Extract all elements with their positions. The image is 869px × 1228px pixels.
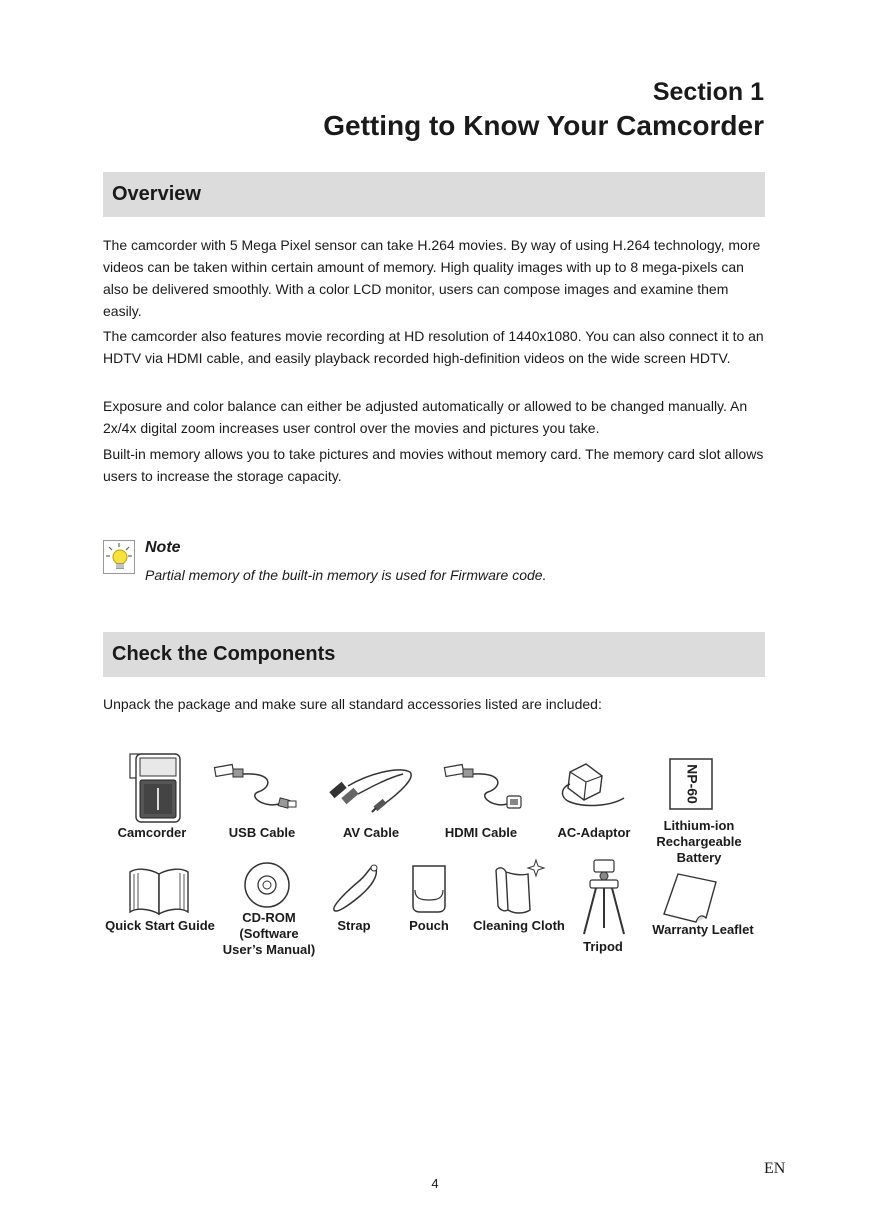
battery-marking: NP-60 — [684, 764, 701, 804]
note-title: Note — [145, 539, 181, 556]
component-label-strap: Strap — [337, 918, 371, 933]
pouch-icon — [410, 864, 448, 914]
overview-heading: Overview — [112, 183, 201, 205]
section-number: Section 1 — [652, 78, 764, 106]
note-body: Partial memory of the built-in memory is used for Firmware code. — [145, 567, 547, 583]
component-label-camcorder: Camcorder — [117, 825, 187, 840]
overview-paragraph-4: Built-in memory allows you to take pictures and movies without memory card. The memory card slot allows users to increase the storage capacity. — [103, 446, 764, 484]
cleaning-cloth-icon — [490, 858, 548, 916]
warranty-leaflet-icon — [662, 872, 718, 924]
overview-banner — [103, 172, 765, 217]
component-label-cleaning-cloth: Cleaning Cloth — [473, 918, 565, 933]
component-label-cd-rom: CD-ROM (Software User’s Manual) — [222, 910, 316, 957]
components-intro: Unpack the package and make sure all standard accessories listed are included: — [103, 696, 602, 712]
components-heading: Check the Components — [112, 643, 336, 665]
strap-icon — [330, 862, 382, 918]
component-label-quick-start-guide: Quick Start Guide — [105, 918, 215, 933]
usb-cable-icon — [213, 762, 298, 814]
component-label-pouch: Pouch — [409, 918, 449, 933]
book-icon — [128, 866, 190, 916]
section-title: Getting to Know Your Camcorder — [323, 110, 764, 141]
lightbulb-icon — [103, 540, 135, 574]
language-marker: EN — [764, 1160, 786, 1177]
hdmi-cable-icon — [443, 762, 528, 814]
cd-rom-icon — [243, 861, 291, 909]
component-label-warranty-leaflet: Warranty Leaflet — [652, 922, 754, 937]
battery-icon — [668, 757, 714, 811]
component-label-tripod: Tripod — [583, 939, 623, 954]
tripod-icon — [580, 858, 628, 938]
component-label-hdmi-cable: HDMI Cable — [444, 825, 518, 840]
camcorder-icon — [128, 752, 183, 824]
component-label-usb-cable: USB Cable — [228, 825, 296, 840]
overview-paragraph-2: The camcorder also features movie recording at HD resolution of 1440x1080. You can also connect it to an HDTV via HDMI cable, and easily playback recorded high-definition videos on the wide screen HDTV. — [103, 328, 764, 366]
components-banner — [103, 632, 765, 677]
overview-paragraph-3: Exposure and color balance can either be adjusted automatically or allowed to be changed manually. An 2x/4x digital zoom increases user control over the movies and pictures you take. — [103, 398, 748, 436]
av-cable-icon — [328, 764, 416, 816]
component-label-av-cable: AV Cable — [342, 825, 400, 840]
overview-paragraph-1: The camcorder with 5 Mega Pixel sensor can take H.264 movies. By way of using H.264 technology, more videos can be taken within certain amount of memory. High quality images with up to 8 mega-pixels can also be delivered smoothly. With a color LCD monitor, users can compose images and examine them easily. — [103, 237, 761, 319]
component-label-battery: Lithium-ion Rechargeable Battery — [656, 818, 742, 865]
page-number: 4 — [431, 1176, 439, 1191]
ac-adaptor-icon — [556, 762, 628, 814]
component-label-ac-adaptor: AC-Adaptor — [557, 825, 631, 840]
